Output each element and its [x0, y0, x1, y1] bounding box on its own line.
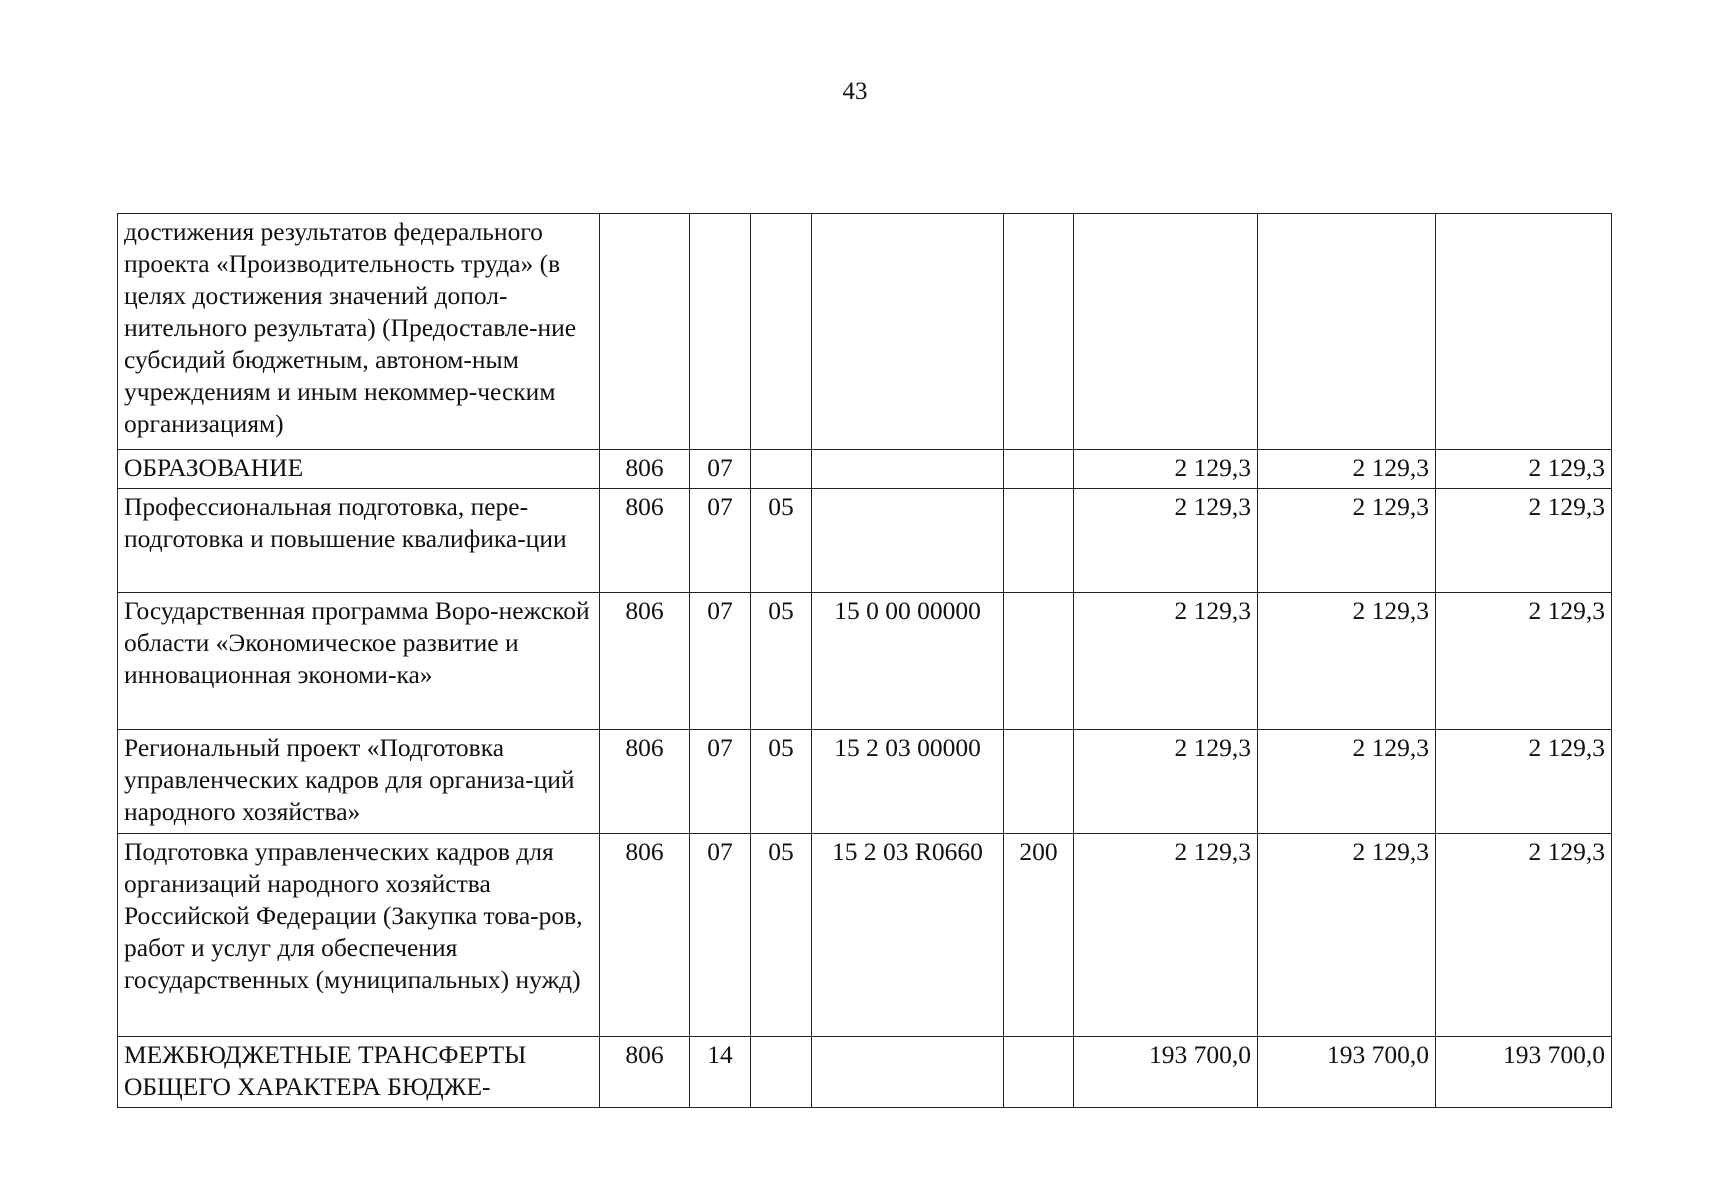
- amount-year3-cell: 2 129,3: [1436, 489, 1612, 593]
- amount-year3-cell: [1436, 214, 1612, 450]
- grbs-code-cell: 806: [600, 834, 690, 1037]
- target-article-cell: [812, 1037, 1004, 1108]
- amount-year2-cell: 2 129,3: [1258, 593, 1436, 730]
- subsection-code-cell: [751, 1037, 812, 1108]
- amount-year3-cell: 193 700,0: [1436, 1037, 1612, 1108]
- amount-year2-cell: [1258, 214, 1436, 450]
- target-article-cell: [812, 214, 1004, 450]
- table-row: [118, 450, 1612, 489]
- expense-type-cell: [1004, 450, 1074, 489]
- grbs-code-cell: 806: [600, 489, 690, 593]
- grbs-code-cell: 806: [600, 1037, 690, 1108]
- amount-year1-cell: 2 129,3: [1074, 730, 1258, 834]
- table-row: [118, 730, 1612, 834]
- target-article-cell: [812, 489, 1004, 593]
- amount-year3-cell: 2 129,3: [1436, 593, 1612, 730]
- grbs-code-cell: 806: [600, 730, 690, 834]
- row-name-cell: ОБРАЗОВАНИЕ: [118, 450, 600, 489]
- subsection-code-cell: 05: [751, 489, 812, 593]
- section-code-cell: [690, 214, 751, 450]
- expense-type-cell: [1004, 489, 1074, 593]
- amount-year1-cell: 2 129,3: [1074, 450, 1258, 489]
- grbs-code-cell: [600, 214, 690, 450]
- amount-year2-cell: 193 700,0: [1258, 1037, 1436, 1108]
- amount-year1-cell: 193 700,0: [1074, 1037, 1258, 1108]
- table-row: [118, 834, 1612, 1037]
- amount-year1-cell: 2 129,3: [1074, 489, 1258, 593]
- table-row: [118, 1037, 1612, 1108]
- table-row: [118, 489, 1612, 593]
- amount-year3-cell: 2 129,3: [1436, 730, 1612, 834]
- subsection-code-cell: [751, 450, 812, 489]
- amount-year1-cell: 2 129,3: [1074, 834, 1258, 1037]
- section-code-cell: 14: [690, 1037, 751, 1108]
- table-row: [118, 214, 1612, 450]
- expense-type-cell: [1004, 730, 1074, 834]
- amount-year2-cell: 2 129,3: [1258, 730, 1436, 834]
- amount-year1-cell: [1074, 214, 1258, 450]
- row-name-cell: МЕЖБЮДЖЕТНЫЕ ТРАНСФЕРТЫ ОБЩЕГО ХАРАКТЕРА БЮДЖЕ-: [118, 1037, 600, 1108]
- expense-type-cell: [1004, 1037, 1074, 1108]
- expense-type-cell: 200: [1004, 834, 1074, 1037]
- target-article-cell: 15 0 00 00000: [812, 593, 1004, 730]
- amount-year3-cell: 2 129,3: [1436, 834, 1612, 1037]
- amount-year2-cell: 2 129,3: [1258, 834, 1436, 1037]
- section-code-cell: 07: [690, 489, 751, 593]
- table-row: [118, 593, 1612, 730]
- amount-year1-cell: 2 129,3: [1074, 593, 1258, 730]
- subsection-code-cell: 05: [751, 730, 812, 834]
- grbs-code-cell: 806: [600, 450, 690, 489]
- section-code-cell: 07: [690, 450, 751, 489]
- section-code-cell: 07: [690, 834, 751, 1037]
- expense-type-cell: [1004, 593, 1074, 730]
- amount-year2-cell: 2 129,3: [1258, 489, 1436, 593]
- expense-type-cell: [1004, 214, 1074, 450]
- subsection-code-cell: [751, 214, 812, 450]
- grbs-code-cell: 806: [600, 593, 690, 730]
- row-name-cell: Профессиональная подготовка, пере-подготовка и повышение квалифика-ции: [118, 489, 600, 593]
- row-name-cell: Региональный проект «Подготовка управленческих кадров для организа-ций народного хозяйства»: [118, 730, 600, 834]
- amount-year2-cell: 2 129,3: [1258, 450, 1436, 489]
- subsection-code-cell: 05: [751, 834, 812, 1037]
- row-name-cell: Государственная программа Воро-нежской области «Экономическое развитие и инновационная экономи-ка»: [118, 593, 600, 730]
- row-name-cell: достижения результатов федерального проекта «Производительность труда» (в целях достижения значений допол-нительного результата) (Предоставле-ние субсидий бюджетным, автоном-ным учреждениям и иным некоммер-ческим организациям): [118, 214, 600, 450]
- section-code-cell: 07: [690, 593, 751, 730]
- target-article-cell: 15 2 03 00000: [812, 730, 1004, 834]
- section-code-cell: 07: [690, 730, 751, 834]
- page-number: 43: [842, 78, 868, 105]
- row-name-cell: Подготовка управленческих кадров для организаций народного хозяйства Российской Федерации (Закупка това-ров, работ и услуг для обеспечения государственных (муниципальных) нужд): [118, 834, 600, 1037]
- budget-table: [117, 213, 1612, 1108]
- subsection-code-cell: 05: [751, 593, 812, 730]
- target-article-cell: 15 2 03 R0660: [812, 834, 1004, 1037]
- amount-year3-cell: 2 129,3: [1436, 450, 1612, 489]
- target-article-cell: [812, 450, 1004, 489]
